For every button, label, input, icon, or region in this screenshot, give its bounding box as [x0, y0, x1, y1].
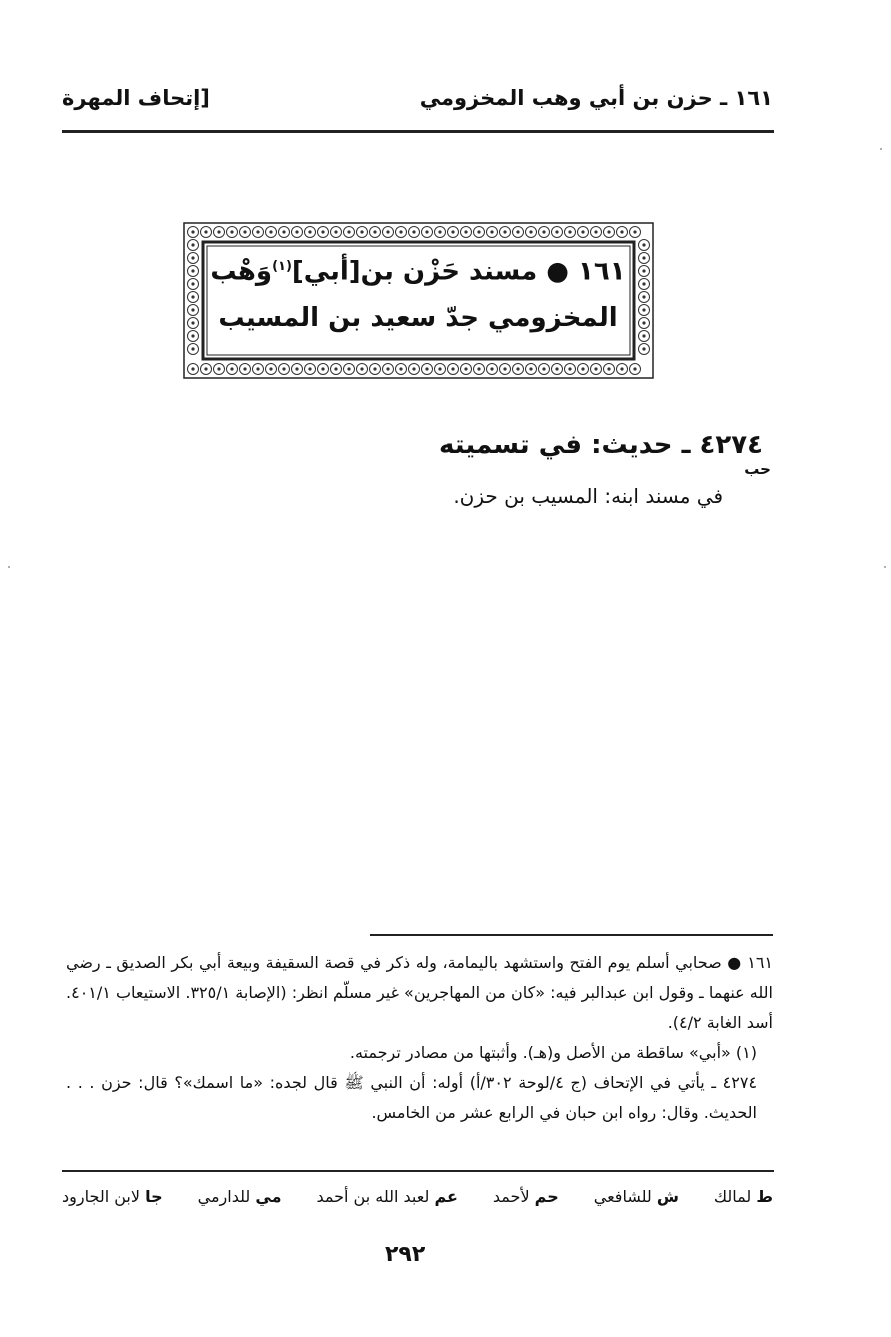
ornament-element: [191, 243, 194, 246]
scan-speck: [880, 148, 882, 150]
ornament-element: [503, 367, 506, 370]
ornament-element: [642, 243, 645, 246]
ornament-element: [321, 230, 324, 233]
siglum-name: للدارمي: [197, 1187, 251, 1206]
source-siglum: حب: [744, 460, 771, 478]
hadith-body: في مسند ابنه: المسيب بن حزن.: [453, 484, 723, 508]
ornament-element: [386, 367, 389, 370]
ornament-element: [386, 230, 389, 233]
sigla-key: [62, 1187, 773, 1206]
ornament-element: [555, 367, 558, 370]
ornament-element: [191, 269, 194, 272]
page-number: ٢٩٢: [385, 1242, 426, 1267]
ornament-element: [642, 269, 645, 272]
ornament-element: [490, 367, 493, 370]
ornament-element: [282, 367, 285, 370]
ornament-element: [555, 230, 558, 233]
ornament-element: [191, 230, 194, 233]
ornament-element: [191, 334, 194, 337]
ornament-element: [204, 230, 207, 233]
running-header-book: [إتحاف المهرة: [62, 86, 210, 110]
siglum-item: [316, 1187, 457, 1206]
ornament-element: [642, 295, 645, 298]
ornament-element: [295, 230, 298, 233]
siglum-name: لابن الجارود: [62, 1187, 140, 1206]
ornament-element: [581, 230, 584, 233]
chapter-title-line-2: المخزومي جدّ سعيد بن المسيب: [218, 302, 618, 333]
ornament-element: [282, 230, 285, 233]
ornament-element: [191, 321, 194, 324]
ornament-element: [425, 367, 428, 370]
ornament-element: [269, 230, 272, 233]
ornament-element: [347, 367, 350, 370]
ornament-element: [321, 367, 324, 370]
ornament-element: [191, 367, 194, 370]
siglum-item: [594, 1187, 679, 1206]
siglum-name: لمالك: [713, 1187, 752, 1206]
bottom-rule: [62, 1170, 774, 1172]
ornament-element: [620, 367, 623, 370]
ornament-element: [191, 295, 194, 298]
siglum-abbr: ش: [656, 1187, 679, 1206]
ornament-element: [642, 321, 645, 324]
ornament-element: [191, 282, 194, 285]
ornament-element: [269, 367, 272, 370]
ornament-element: [360, 367, 363, 370]
siglum-item: [62, 1187, 163, 1206]
siglum-item: [198, 1187, 282, 1206]
ornament-element: [399, 367, 402, 370]
footnotes: [66, 948, 773, 1128]
footnote-marker: (١): [272, 259, 292, 274]
ornament-element: [217, 367, 220, 370]
footnote-1: (١) «أبي» ساقطة من الأصل و(هـ). وأثبتها من مصادر ترجمته.: [349, 1043, 757, 1062]
ornament-element: [594, 367, 597, 370]
ornament-element: [642, 282, 645, 285]
ornament-element: [412, 367, 415, 370]
footnote-biography: ١٦١ ● صحابي أسلم يوم الفتح واستشهد باليمامة، وله ذكر في قصة السقيفة وبيعة أبي بكر الصديق ـ رضي الله عنهما ـ وقول ابن عبدالبر فيه: «كان من المهاجرين» غير مسلّم انظر: (الإصابة ٣٢٥/١. الاستيعاب ٤٠١/١. أسد الغابة ٤/٢).: [66, 953, 773, 1032]
ornament-element: [642, 347, 645, 350]
ornament-element: [542, 230, 545, 233]
ornament-element: [477, 230, 480, 233]
siglum-name: لأحمد: [492, 1187, 530, 1206]
ornament-element: [633, 230, 636, 233]
siglum-item: [714, 1187, 773, 1206]
ornament-element: [425, 230, 428, 233]
ornament-element: [438, 367, 441, 370]
running-header-title: ١٦١ ـ حزن بن أبي وهب المخزومي: [419, 86, 773, 110]
ornament-element: [373, 367, 376, 370]
ornament-element: [334, 230, 337, 233]
ornament-element: [204, 367, 207, 370]
scan-speck: [8, 566, 10, 568]
ornament-element: [516, 367, 519, 370]
siglum-name: لعبد الله بن أحمد: [316, 1187, 430, 1206]
ornament-element: [334, 367, 337, 370]
ornament-element: [503, 230, 506, 233]
ornament-element: [217, 230, 220, 233]
siglum-abbr: مي: [255, 1187, 282, 1206]
chapter-title-part-1: ١٦١ ● مسند حَزْن بن[أبي]: [291, 256, 626, 287]
ornament-element: [568, 367, 571, 370]
chapter-title-line-1: [203, 244, 633, 295]
ornament-element: [243, 367, 246, 370]
siglum-name: للشافعي: [593, 1187, 652, 1206]
ornament-element: [412, 230, 415, 233]
ornament-element: [451, 230, 454, 233]
ornament-element: [490, 230, 493, 233]
ornament-element: [542, 367, 545, 370]
ornament-element: [581, 367, 584, 370]
ornament-element: [516, 230, 519, 233]
siglum-abbr: جا: [145, 1187, 163, 1206]
ornament-element: [642, 256, 645, 259]
ornament-element: [256, 367, 259, 370]
ornament-element: [451, 367, 454, 370]
ornament-element: [607, 367, 610, 370]
ornament-element: [633, 367, 636, 370]
siglum-abbr: ط: [756, 1187, 773, 1206]
ornament-element: [191, 256, 194, 259]
ornament-element: [642, 334, 645, 337]
ornament-element: [191, 308, 194, 311]
hadith-heading: ٤٢٧٤ ـ حديث: في تسميته: [439, 430, 763, 460]
ornament-element: [642, 308, 645, 311]
ornament-element: [308, 230, 311, 233]
ornament-element: [594, 230, 597, 233]
chapter-title-part-2: وَهْب: [210, 256, 273, 287]
ornament-element: [399, 230, 402, 233]
ornament-element: [438, 230, 441, 233]
ornament-element: [308, 367, 311, 370]
ornament-element: [347, 230, 350, 233]
ornament-element: [568, 230, 571, 233]
ornament-element: [230, 230, 233, 233]
ornament-element: [360, 230, 363, 233]
siglum-item: [493, 1187, 559, 1206]
ornament-element: [529, 367, 532, 370]
ornament-element: [477, 367, 480, 370]
ornament-element: [464, 367, 467, 370]
footnote-4274: ٤٢٧٤ ـ يأتي في الإتحاف (ج ٤/لوحة ٣٠٢/أ) أوله: أن النبي ﷺ قال لجده: «ما اسمك»؟ قال: حزن . . . الحديث. وقال: رواه ابن حبان في الرابع عشر من الخامس.: [66, 1073, 758, 1122]
ornament-element: [529, 230, 532, 233]
footnote-rule: [370, 934, 773, 936]
ornament-element: [295, 367, 298, 370]
siglum-abbr: عم: [434, 1187, 458, 1206]
header-rule: [62, 130, 774, 133]
siglum-abbr: حم: [534, 1187, 559, 1206]
ornament-element: [464, 230, 467, 233]
ornament-element: [373, 230, 376, 233]
ornament-element: [256, 230, 259, 233]
ornament-element: [620, 230, 623, 233]
ornament-element: [230, 367, 233, 370]
chapter-title: [203, 244, 633, 341]
ornament-element: [243, 230, 246, 233]
ornament-element: [191, 347, 194, 350]
ornament-element: [607, 230, 610, 233]
scan-speck: [884, 566, 886, 568]
